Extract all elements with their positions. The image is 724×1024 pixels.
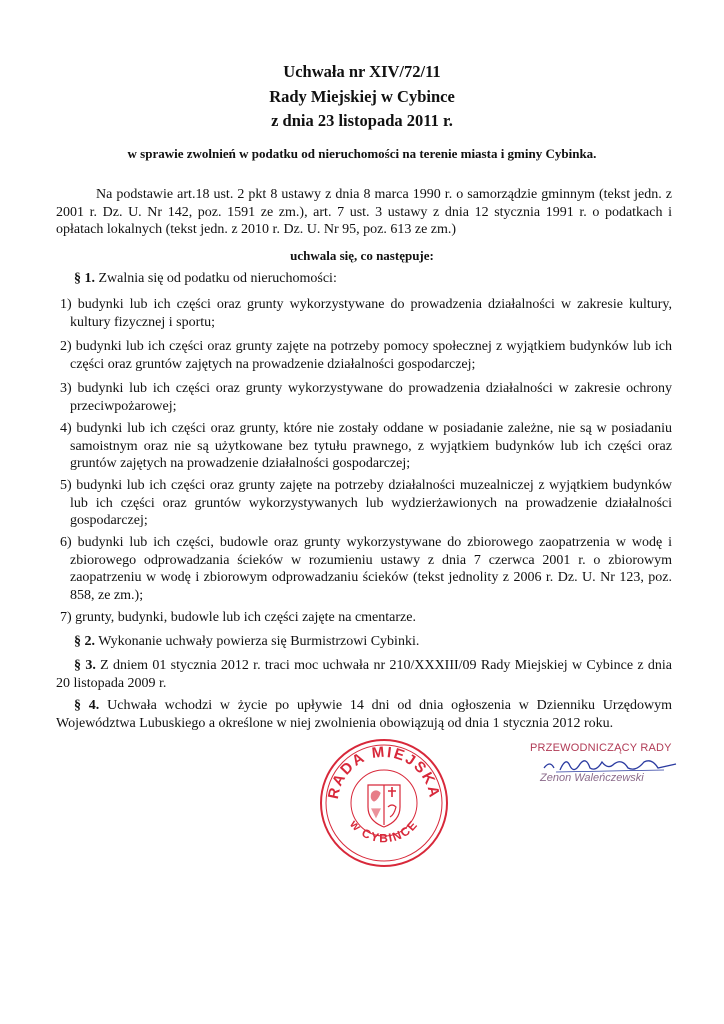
signature-name: Zenon Waleńczewski	[540, 772, 644, 784]
coat-of-arms-icon	[368, 785, 400, 827]
list-item-text: 6) budynki lub ich części, budowle oraz grunty wykorzystywane do zbiorowego zaopatrzenia w wodę i zbiorowego odprowadzania ścieków w rozumieniu ustawy z dnia 7 czerwca 2001 r. o zbiorowym zaopatrzeniu w wodę i zbiorowym odprowadzaniu ścieków (tekst jednolity z 2006 r. Dz. U. Nr 123, poz. 858, ze zm.);	[60, 535, 672, 603]
resolution-title: Uchwała nr XIV/72/11	[283, 62, 441, 81]
list-item	[56, 534, 672, 604]
resolves-heading: uchwala się, co następuje:	[290, 248, 434, 263]
legal-basis-paragraph: Na podstawie art.18 ust. 2 pkt 8 ustawy z dnia 8 marca 1990 r. o samorządzie gminnym (tekst jedn. z 2001 r. Dz. U. Nr 142, poz. 1591 ze zm.), art. 7 ust. 3 ustawy z dnia 12 stycznia 1991 r. o podatkach i opłatach lokalnych (tekst jedn. z 2010 r. Dz. U. Nr 95, poz. 613 ze zm.)	[56, 187, 672, 237]
section-1-label: § 1.	[74, 271, 95, 286]
resolution-date: z dnia 23 listopada 2011 r.	[271, 111, 453, 130]
list-item-text: 1) budynki lub ich części oraz grunty wykorzystywane do prowadzenia działalności w zakresie kultury, kultury fizycznej i sportu;	[60, 297, 672, 330]
section-3-text: Z dniem 01 stycznia 2012 r. traci moc uchwała nr 210/XXXIII/09 Rady Miejskiej w Cybince z dnia 20 listopada 2009 r.	[56, 658, 673, 691]
list-item-text: 2) budynki lub ich części oraz grunty zajęte na potrzeby pomocy społecznej z wyjątkiem budynków lub ich części oraz gruntów zajętych na prowadzenie działalności gospodarczej;	[60, 339, 672, 372]
list-item	[56, 380, 672, 415]
section-3-label: § 3.	[74, 658, 96, 673]
chairman-signature	[530, 742, 690, 802]
council-name: Rady Miejskiej w Cybince	[269, 87, 455, 106]
signature-role: PRZEWODNICZĄCY RADY	[530, 742, 672, 754]
list-item-text: 5) budynki lub ich części oraz grunty zajęte na potrzeby działalności muzealniczej z wyjątkiem budynków lub ich części oraz gruntów wykorzystywanych lub wydzierżawionych na prowadzenie działalności gospodarczej;	[60, 478, 672, 528]
list-item-text: 4) budynki lub ich części oraz grunty, które nie zostały oddane w posiadanie zależne, nie są w posiadaniu samoistnym oraz nie są użytkowane bez tytułu prawnego, z wyjątkiem budynków lub ich części oraz gruntów zajętych na prowadzenie działalności gospodarczej;	[60, 421, 672, 471]
list-item-text: 3) budynki lub ich części oraz grunty wykorzystywane do prowadzenia działalności w zakresie ochrony przeciwpożarowej;	[60, 381, 672, 414]
section-4-text: Uchwała wchodzi w życie po upływie 14 dni od dnia ogłoszenia w Dzienniku Urzędowym Województwa Lubuskiego a określone w niej zwolnienia obowiązują od dnia 1 stycznia 2012 roku.	[56, 698, 673, 731]
council-stamp	[318, 737, 450, 869]
section-2-text: Wykonanie uchwały powierza się Burmistrzowi Cybinki.	[98, 634, 420, 649]
list-item	[56, 477, 672, 530]
stamp-bottom-text: w CYBINCE	[347, 817, 421, 846]
resolution-subject: w sprawie zwolnień w podatku od nieruchomości na terenie miasta i gminy Cybinka.	[127, 146, 597, 161]
list-item	[56, 296, 672, 331]
section-1-text: Zwalnia się od podatku od nieruchomości:	[98, 271, 337, 286]
section-4-label: § 4.	[74, 698, 100, 713]
list-item	[56, 609, 672, 627]
list-item	[56, 420, 672, 473]
stamp-top-text: RADA MIEJSKA	[324, 743, 444, 801]
section-3	[56, 657, 672, 692]
section-4	[56, 697, 672, 732]
list-item	[56, 338, 672, 373]
section-1	[56, 270, 672, 288]
section-2	[56, 633, 672, 651]
section-2-label: § 2.	[74, 634, 95, 649]
list-item-text: 7) grunty, budynki, budowle lub ich części zajęte na cmentarze.	[60, 610, 416, 625]
